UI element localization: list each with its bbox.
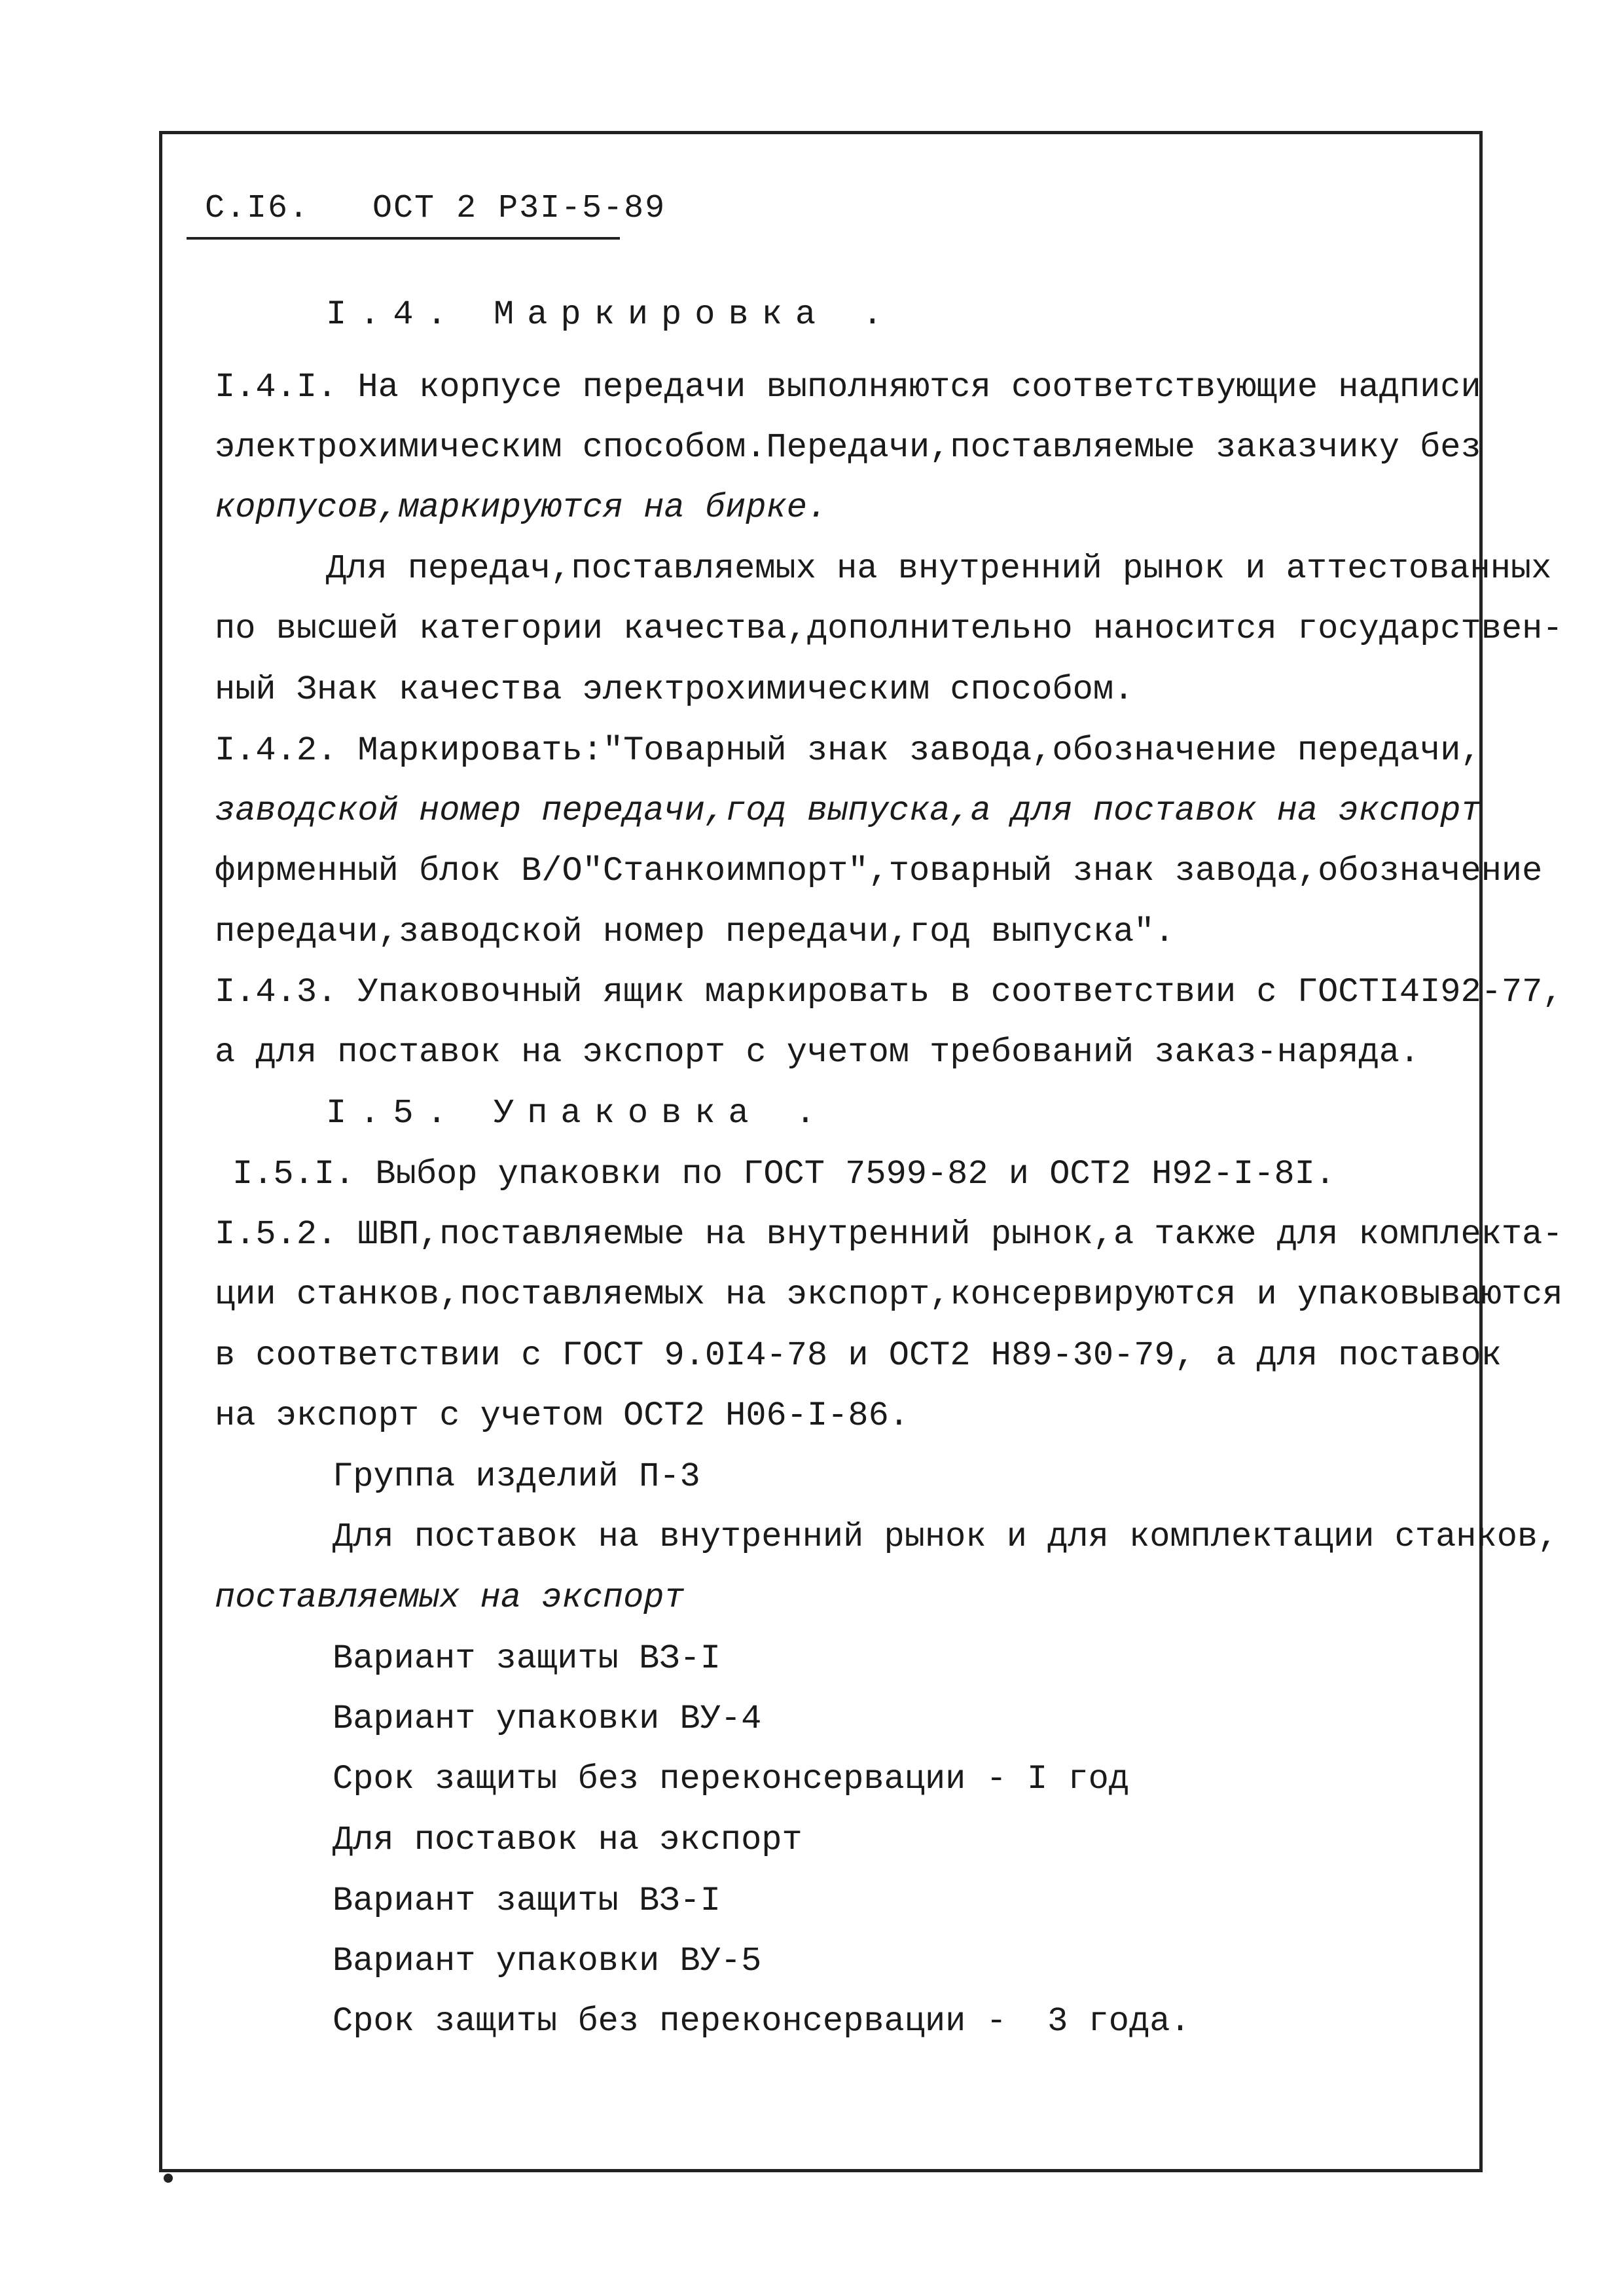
paragraph-line: а для поставок на экспорт с учетом требований заказ-наряда. [215,1033,1420,1072]
paragraph-line: по высшей категории качества,дополнительно наносится государствен- [215,610,1563,648]
paragraph-line: передачи,заводской номер передачи,год выпуска". [215,913,1175,951]
page-header [205,190,666,227]
protection-term: Срок защиты без переконсервации - 3 года. [333,2002,1191,2041]
group-title: Группа изделий П-3 [333,1457,700,1496]
paragraph-line: заводской номер передачи,год выпуска,а для поставок на экспорт [215,792,1481,830]
corner-mark [164,2174,173,2183]
paragraph-line: корпусов,маркируются на бирке. [215,488,828,527]
section-title-packing: I.5. Упаковка . [326,1094,829,1133]
paragraph-line: Для передач,поставляемых на внутренний рынок и аттестованных [326,549,1552,588]
packing-variant: Вариант упаковки ВУ-5 [333,1942,762,1980]
paragraph-line: поставляемых на экспорт [215,1578,685,1617]
export-title: Для поставок на экспорт [333,1821,803,1859]
header-underline [187,237,620,240]
paragraph-line: I.4.2. Маркировать:"Товарный знак завода,обозначение передачи, [215,731,1481,770]
packing-variant: Вариант упаковки ВУ-4 [333,1700,762,1738]
protection-variant: Вариант защиты ВЗ-I [333,1639,721,1678]
paragraph-line: I.5.I. Выбор упаковки по ГОСТ 7599-82 и ОСТ2 Н92-I-8I. [232,1155,1336,1194]
page-number: С.I6. [205,190,310,227]
document-code: ОСТ 2 Р3I-5-89 [372,190,666,227]
paragraph-line: Для поставок на внутренний рынок и для комплектации станков, [333,1518,1559,1556]
paragraph-line: фирменный блок В/О"Станкоимпорт",товарный знак завода,обозначение [215,852,1543,890]
paragraph-line: на экспорт с учетом ОСТ2 Н06-I-86. [215,1396,909,1435]
paragraph-line: I.5.2. ШВП,поставляемые на внутренний рынок,а также для комплекта- [215,1215,1563,1254]
section-title-marking: I.4. Маркировка . [326,295,896,334]
paragraph-line: ции станков,поставляемых на экспорт,консервируются и упаковываются [215,1275,1563,1314]
protection-variant: Вариант защиты ВЗ-I [333,1882,721,1920]
paragraph-line: в соответствии с ГОСТ 9.0I4-78 и ОСТ2 Н89-30-79, а для поставок [215,1336,1502,1375]
paragraph-line: I.4.I. На корпусе передачи выполняются соответствующие надписи [215,368,1481,407]
paragraph-line: I.4.3. Упаковочный ящик маркировать в соответствии с ГОСТI4I92-77, [215,973,1563,1011]
paragraph-line: электрохимическим способом.Передачи,поставляемые заказчику без [215,428,1481,467]
paragraph-line: ный Знак качества электрохимическим способом. [215,670,1134,709]
protection-term: Срок защиты без переконсервации - I год [333,1760,1129,1798]
